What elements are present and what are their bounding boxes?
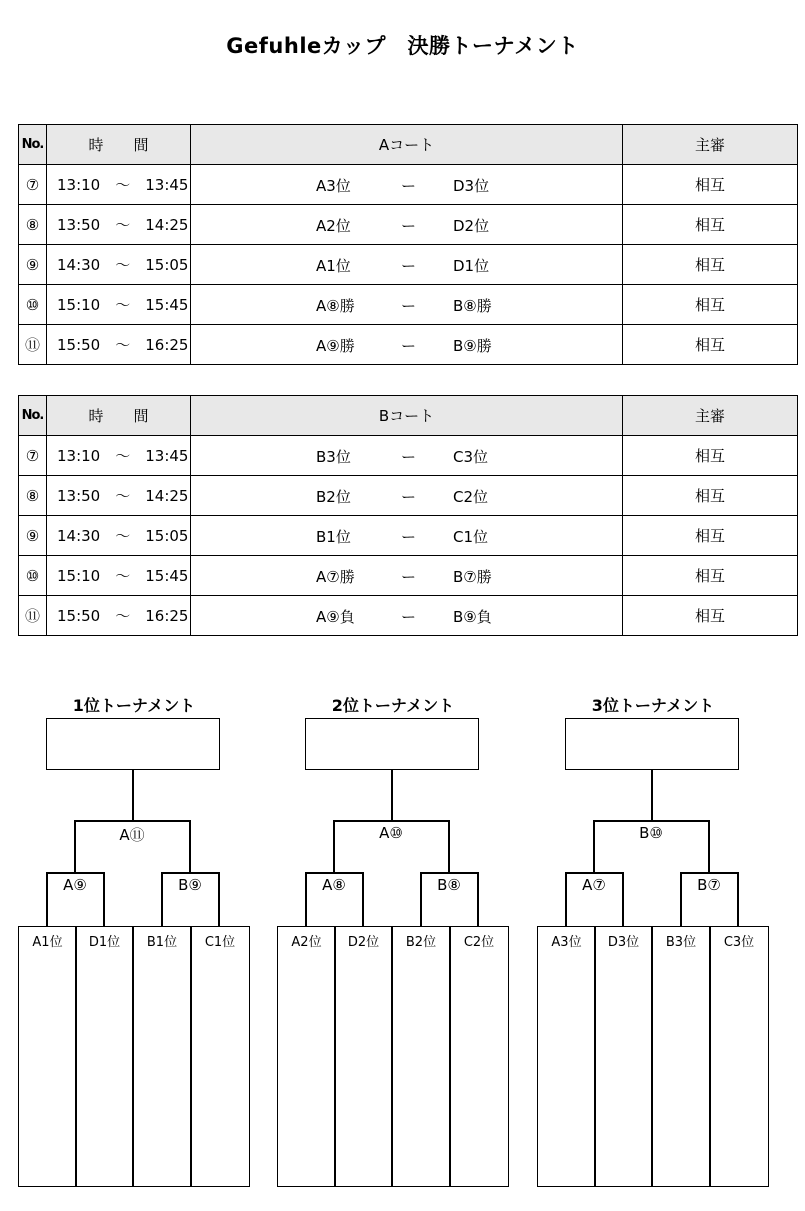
referee: 相互 <box>623 476 798 516</box>
match-no: ⑨ <box>19 516 47 556</box>
team-1: A⑦勝 <box>316 568 355 586</box>
team-slot: B3位 <box>651 926 711 1187</box>
team-2: D1位 <box>453 257 490 275</box>
team-1: A3位 <box>316 177 351 195</box>
bracket-line <box>189 820 191 872</box>
team-2: B⑨負 <box>453 608 492 626</box>
bracket-line <box>680 872 738 874</box>
bracket-line <box>593 820 595 872</box>
match-no: ⑩ <box>19 556 47 596</box>
team-2: D3位 <box>453 177 490 195</box>
match-time: 13:50 ～ 14:25 <box>47 205 191 245</box>
match-no: ⑦ <box>19 436 47 476</box>
court-a-schedule-table <box>18 124 798 365</box>
header-time: 時 間 <box>47 396 191 436</box>
bracket-line <box>651 770 653 820</box>
match-time: 13:10 ～ 13:45 <box>47 436 191 476</box>
bracket-1st-place <box>18 690 250 1190</box>
versus-dash: ー <box>401 608 417 626</box>
table-row <box>19 285 798 325</box>
team-2: B⑦勝 <box>453 568 492 586</box>
team-slot: B1位 <box>132 926 192 1187</box>
semi-left-label: A⑦ <box>582 876 606 894</box>
table-row <box>19 205 798 245</box>
header-no: No. <box>19 125 47 165</box>
team-slot: A2位 <box>277 926 336 1187</box>
bracket-line <box>46 872 104 874</box>
match-no: ⑪ <box>19 325 47 365</box>
bracket-line <box>132 770 134 820</box>
referee: 相互 <box>623 436 798 476</box>
page-title: Gefuhleカップ 決勝トーナメント <box>226 34 579 58</box>
versus-dash: ー <box>401 488 417 506</box>
bracket-line <box>708 820 710 872</box>
table-row <box>19 556 798 596</box>
match-time: 15:10 ～ 15:45 <box>47 285 191 325</box>
bracket-line <box>420 872 478 874</box>
versus-dash: ー <box>401 448 417 466</box>
semi-left-label: A⑨ <box>63 876 87 894</box>
team-2: C3位 <box>453 448 489 466</box>
referee: 相互 <box>623 165 798 205</box>
team-1: A1位 <box>316 257 351 275</box>
team-1: B2位 <box>316 488 351 506</box>
team-1: A⑨勝 <box>316 337 355 355</box>
bracket-title: 2位トーナメント <box>331 696 455 715</box>
final-match-label: B⑩ <box>639 824 663 842</box>
versus-dash: ー <box>401 337 417 355</box>
team-1: A⑨負 <box>316 608 355 626</box>
table-row <box>19 165 798 205</box>
match-time: 15:10 ～ 15:45 <box>47 556 191 596</box>
semi-right-label: B⑦ <box>697 876 721 894</box>
referee: 相互 <box>623 516 798 556</box>
bracket-line <box>593 820 709 822</box>
bracket-2nd-place <box>277 690 509 1190</box>
team-slot: C3位 <box>709 926 769 1187</box>
table-row <box>19 596 798 636</box>
match-time: 14:30 ～ 15:05 <box>47 245 191 285</box>
match-no: ⑨ <box>19 245 47 285</box>
match-time: 15:50 ～ 16:25 <box>47 325 191 365</box>
versus-dash: ー <box>401 297 417 315</box>
team-1: B3位 <box>316 448 351 466</box>
referee: 相互 <box>623 205 798 245</box>
bracket-3rd-place <box>537 690 769 1190</box>
bracket-line <box>391 770 393 820</box>
match-time: 14:30 ～ 15:05 <box>47 516 191 556</box>
team-2: B⑧勝 <box>453 297 492 315</box>
court-b-schedule-table <box>18 395 798 636</box>
referee: 相互 <box>623 596 798 636</box>
referee: 相互 <box>623 245 798 285</box>
versus-dash: ー <box>401 257 417 275</box>
semi-right-label: B⑨ <box>178 876 202 894</box>
team-2: C2位 <box>453 488 489 506</box>
bracket-line <box>333 820 449 822</box>
match-no: ⑩ <box>19 285 47 325</box>
match-pairing <box>191 476 623 516</box>
referee: 相互 <box>623 325 798 365</box>
table-row <box>19 245 798 285</box>
header-court-b: Bコート <box>191 396 623 436</box>
team-2: B⑨勝 <box>453 337 492 355</box>
table-header-row <box>19 125 798 165</box>
table-row <box>19 476 798 516</box>
match-time: 15:50 ～ 16:25 <box>47 596 191 636</box>
versus-dash: ー <box>401 177 417 195</box>
match-no: ⑦ <box>19 165 47 205</box>
team-1: A2位 <box>316 217 351 235</box>
team-2: D2位 <box>453 217 490 235</box>
match-pairing <box>191 325 623 365</box>
team-slot: D3位 <box>594 926 653 1187</box>
table-row <box>19 516 798 556</box>
bracket-title: 3位トーナメント <box>591 696 715 715</box>
semi-left-label: A⑧ <box>322 876 346 894</box>
match-time: 13:50 ～ 14:25 <box>47 476 191 516</box>
bracket-title: 1位トーナメント <box>72 696 196 715</box>
header-time: 時 間 <box>47 125 191 165</box>
match-time: 13:10 ～ 13:45 <box>47 165 191 205</box>
team-slot: B2位 <box>391 926 451 1187</box>
bracket-line <box>161 872 219 874</box>
header-no: No. <box>19 396 47 436</box>
team-slot: D1位 <box>75 926 134 1187</box>
match-pairing <box>191 516 623 556</box>
match-no: ⑧ <box>19 205 47 245</box>
semi-right-label: B⑧ <box>437 876 461 894</box>
team-1: B1位 <box>316 528 351 546</box>
bracket-line <box>74 820 76 872</box>
versus-dash: ー <box>401 217 417 235</box>
versus-dash: ー <box>401 568 417 586</box>
bracket-line <box>565 872 623 874</box>
final-match-label: A⑪ <box>119 826 145 844</box>
match-no: ⑧ <box>19 476 47 516</box>
team-2: C1位 <box>453 528 489 546</box>
team-slot: A1位 <box>18 926 77 1187</box>
winner-box <box>46 718 220 770</box>
match-pairing <box>191 596 623 636</box>
referee: 相互 <box>623 285 798 325</box>
team-slot: D2位 <box>334 926 393 1187</box>
header-referee: 主審 <box>623 125 798 165</box>
winner-box <box>305 718 479 770</box>
team-slot: C2位 <box>449 926 509 1187</box>
winner-box <box>565 718 739 770</box>
match-pairing <box>191 165 623 205</box>
versus-dash: ー <box>401 528 417 546</box>
match-pairing <box>191 436 623 476</box>
final-match-label: A⑩ <box>379 824 403 842</box>
bracket-line <box>333 820 335 872</box>
referee: 相互 <box>623 556 798 596</box>
team-slot: A3位 <box>537 926 596 1187</box>
bracket-line <box>448 820 450 872</box>
bracket-line <box>74 820 190 822</box>
team-slot: C1位 <box>190 926 250 1187</box>
table-header-row <box>19 396 798 436</box>
team-1: A⑧勝 <box>316 297 355 315</box>
match-pairing <box>191 556 623 596</box>
table-row <box>19 436 798 476</box>
match-pairing <box>191 285 623 325</box>
match-pairing <box>191 245 623 285</box>
bracket-line <box>305 872 363 874</box>
header-court-a: Aコート <box>191 125 623 165</box>
match-pairing <box>191 205 623 245</box>
table-row <box>19 325 798 365</box>
match-no: ⑪ <box>19 596 47 636</box>
header-referee: 主審 <box>623 396 798 436</box>
